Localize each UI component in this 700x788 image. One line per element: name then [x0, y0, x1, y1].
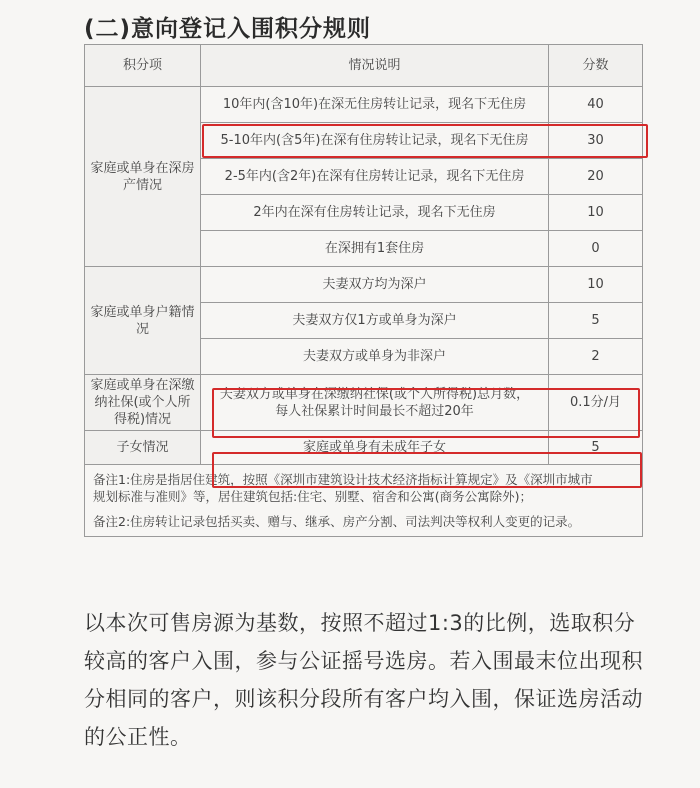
header-description: 情况说明 [201, 45, 549, 87]
row-description: 2年内在深有住房转让记录，现名下无住房 [201, 195, 549, 231]
category-children: 子女情况 [85, 431, 201, 465]
row-description-line: 每人社保累计时间最长不超过20年 [275, 403, 474, 419]
closing-paragraph: 以本次可售房源为基数，按照不超过1:3的比例，选取积分较高的客户入围，参与公证摇号选房。若入围最末位出现积分相同的客户，则该积分段所有客户均入围，保证选房活动的公正性。 [84, 611, 643, 749]
notes-row [85, 465, 643, 537]
notes-cell [85, 465, 643, 537]
row-score: 5 [549, 431, 643, 465]
row-description: 家庭或单身有未成年子女 [201, 431, 549, 465]
points-rules-table [84, 44, 643, 537]
row-description: 10年内(含10年)在深无住房转让记录，现名下无住房 [201, 87, 549, 123]
table-row [85, 87, 643, 123]
row-description-line: 夫妻双方或单身在深缴纳社保(或个人所得税)总月数， [219, 386, 530, 402]
category-social-security: 家庭或单身在深缴纳社保(或个人所得税)情况 [85, 375, 201, 431]
header-item: 积分项 [85, 45, 201, 87]
table-row [85, 431, 643, 465]
row-score: 0 [549, 231, 643, 267]
row-score: 10 [549, 267, 643, 303]
row-score: 30 [549, 123, 643, 159]
table-header-row [85, 45, 643, 87]
row-score: 40 [549, 87, 643, 123]
row-description: 在深拥有1套住房 [201, 231, 549, 267]
row-description: 夫妻双方或单身为非深户 [201, 339, 549, 375]
row-score: 20 [549, 159, 643, 195]
row-description: 夫妻双方均为深户 [201, 267, 549, 303]
section-title: (二)意向登记入围积分规则 [84, 16, 372, 42]
row-description: 夫妻双方仅1方或单身为深户 [201, 303, 549, 339]
row-score: 10 [549, 195, 643, 231]
row-description: 5-10年内(含5年)在深有住房转让记录，现名下无住房 [201, 123, 549, 159]
row-description [201, 375, 549, 431]
row-score: 2 [549, 339, 643, 375]
row-score: 5 [549, 303, 643, 339]
category-housing: 家庭或单身在深房产情况 [85, 87, 201, 267]
category-hukou: 家庭或单身户籍情况 [85, 267, 201, 375]
note-1-line-2: 规划标准与准则》等，居住建筑包括:住宅、别墅、宿舍和公寓(商务公寓除外)； [93, 489, 532, 504]
row-description: 2-5年内(含2年)在深有住房转让记录，现名下无住房 [201, 159, 549, 195]
table-row [85, 267, 643, 303]
row-score: 0.1分/月 [549, 375, 643, 431]
table-row [85, 375, 643, 431]
note-1-line-1: 备注1:住房是指居住建筑，按照《深圳市建筑设计技术经济指标计算规定》及《深圳市城市 [93, 472, 593, 487]
header-score: 分数 [549, 45, 643, 87]
note-2: 备注2:住房转让记录包括买卖、赠与、继承、房产分割、司法判决等权利人变更的记录。 [93, 514, 581, 529]
